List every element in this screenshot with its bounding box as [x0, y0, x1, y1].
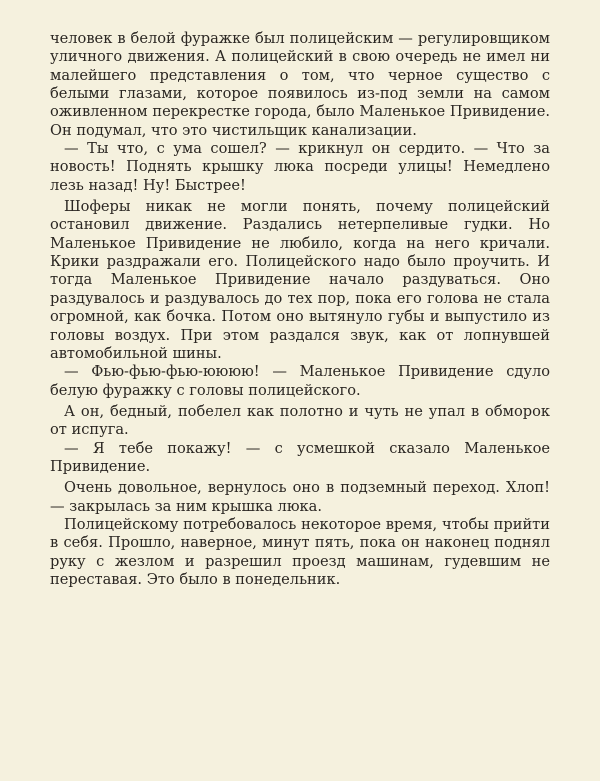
paragraph-8: Полицейскому потребовалось некоторое время, чтобы прийти в себя. Прошло, наверное, минут пять, пока он наконец поднял руку с жезлом и разрешил проезд машинам, гудевшим не переставая. Это было в понедельник.	[50, 515, 550, 588]
body-text	[50, 30, 550, 589]
paragraph-4: — Фью-фью-фью-юююю! — Маленькое Привидение сдуло белую фуражку с головы полицейского.	[50, 363, 550, 399]
paragraph-7: Очень довольное, вернулось оно в подземный переход. Хлоп! — закрылась за ним крышка люка.	[50, 479, 550, 515]
paragraph-1: человек в белой фуражке был полицейским — регулировщиком уличного движения. А полицейский в свою очередь не имел ни малейшего представления о том, что черное существо с белыми глазами, которое появилось из-под земли на самом оживленном перекрестке города, было Маленькое Привидение. Он подумал, что это чистильщик канализации.	[50, 30, 550, 139]
paragraph-6: — Я тебе покажу! — с усмешкой сказало Маленькое Привидение.	[50, 439, 550, 475]
paragraph-3: Шоферы никак не могли понять, почему полицейский остановил движение. Раздались нетерпеливые гудки. Но Маленькое Привидение не любило, когда на него кричали. Крики раздражали его. Полицейского надо было проучить. И тогда Маленькое Привидение начало раздуваться. Оно раздувалось и раздувалось до тех пор, пока его голова не стала огромной, как бочка. Потом оно вытянуло губы и выпустило из головы воздух. При этом раздался звук, как от лопнувшей автомобильной шины.	[50, 198, 550, 362]
paragraph-2: — Ты что, с ума сошел? — крикнул он сердито. — Что за новость! Поднять крышку люка посреди улицы! Немедлено лезь назад! Ну! Быстрее!	[50, 140, 550, 194]
paragraph-5: А он, бедный, побелел как полотно и чуть не упал в обморок от испуга.	[50, 402, 550, 439]
